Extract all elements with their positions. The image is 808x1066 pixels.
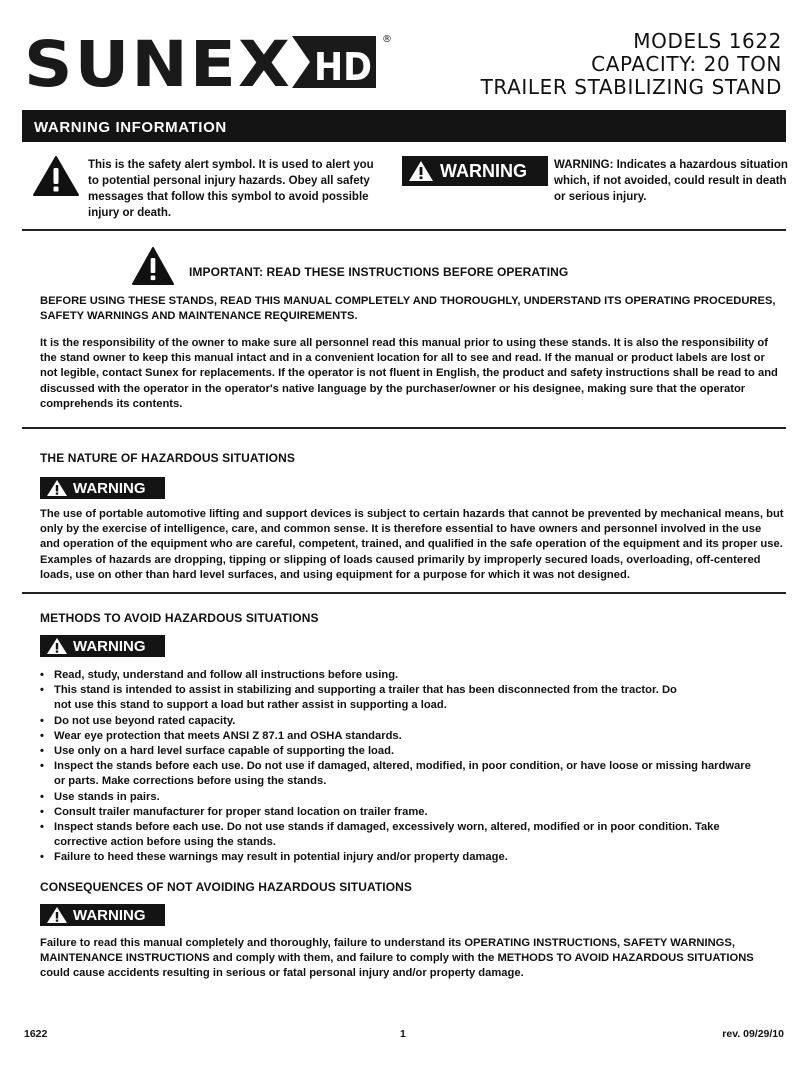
warning-information-banner: WARNING INFORMATION [22,110,786,142]
capacity: CAPACITY: 20 TON [591,52,782,76]
nature-warning-badge [40,477,165,499]
divider [22,427,786,429]
safety-alert-icon [32,155,80,197]
safety-alert-description: This is the safety alert symbol. It is used to alert you to potential personal injury hazards. Obey all safety messages that follow this symbol to avoid possible injury or death. [88,159,374,219]
logo-suffix: HD [314,45,372,89]
list-item: • Inspect the stands before each use. Do not use if damaged, altered, modified, in poor condition, or have loose or missing hardware or parts. Make corrections before using the stands. [40,759,760,789]
revision-date: rev. 09/29/10 [722,1028,784,1040]
model-info [481,30,782,99]
warning-triangle-icon [46,906,68,924]
divider [22,592,786,594]
list-item: • Inspect stands before each use. Do not use stands if damaged, excessively worn, altered, modified or in poor condition. Take corrective action before using the stands. [40,820,720,850]
list-item: • Use stands in pairs. [40,790,784,805]
consequences-heading: CONSEQUENCES OF NOT AVOIDING HAZARDOUS SITUATIONS [40,880,413,894]
owner-responsibility: It is the responsibility of the owner to make sure all personnel read this manual prior to using these stands. It is also the responsibility of the stand owner to keep this manual intact and in a convenient location for all to see and read. If the manual or product labels are lost or not legible, contact Sunex for replacements. If the operator is not fluent in English, the product and safety instructions shall be read to and discussed with the operator in the operator's native language by the purchaser/owner or his designee, making sure that the operator comprehends its contents. [40,337,778,410]
important-alert-icon [131,246,175,286]
methods-heading: METHODS TO AVOID HAZARDOUS SITUATIONS [40,611,319,625]
list-item: • Use only on a hard level surface capable of supporting the load. [40,744,784,759]
product-name: TRAILER STABILIZING STAND [480,75,782,99]
model-number: MODELS 1622 [633,29,782,53]
nature-text: The use of portable automotive lifting and support devices is subject to certain hazards that cannot be prevented by mechanical means, but only by the exercise of intelligence, care, and common sense. It is therefore essential to have owners and personnel involved in the use and operation of the equipment who are careful, competent, trained, and qualified in the safe operation of the equipment and its proper use. Examples of hazards are dropping, tipping or slipping of loads caused primarily by improperly secured loads, overloading, off-centered loads, use on other than hard level surfaces, and using equipment for a purpose for which it was not designed. [40,508,784,581]
consequences-warning-badge [40,904,165,926]
important-title: IMPORTANT: READ THESE INSTRUCTIONS BEFORE OPERATING [189,265,569,279]
registered-mark: ® [382,34,392,45]
consequences-text: Failure to read this manual completely and thoroughly, failure to understand its OPERATING INSTRUCTIONS, SAFETY WARNINGS, MAINTENANCE INSTRUCTIONS and comply with them, and failure to comply with the METHODS TO AVOID HAZARDOUS SITUATIONS could cause accidents resulting in serious or fatal personal injury and/or property damage. [40,937,754,980]
warning-triangle-icon [46,479,68,497]
warning-badge [402,156,548,186]
methods-list [40,668,784,866]
warning-badge-label: WARNING [73,906,146,924]
warning-definition: WARNING: Indicates a hazardous situation which, if not avoided, could result in death or serious injury. [554,159,788,203]
footer-model: 1622 [24,1028,48,1040]
list-item: • This stand is intended to assist in stabilizing and supporting a trailer that has been disconnected from the tractor. Do not use this stand to support a load but rather assist in supporting a load. [40,683,690,713]
warning-triangle-icon [408,160,434,182]
list-item: • Do not use beyond rated capacity. [40,714,784,729]
divider [22,229,786,231]
warning-badge-label: WARNING [440,160,527,181]
warning-triangle-icon [46,637,68,655]
logo-brand: SUNEX [24,30,292,94]
list-item: • Wear eye protection that meets ANSI Z 87.1 and OSHA standards. [40,729,784,744]
warning-badge-label: WARNING [73,479,146,497]
list-item: • Consult trailer manufacturer for proper stand location on trailer frame. [40,805,784,820]
important-intro: BEFORE USING THESE STANDS, READ THIS MANUAL COMPLETELY AND THOROUGHLY, UNDERSTAND ITS OPERATING PROCEDURES, SAFETY WARNINGS AND MAINTENANCE REQUIREMENTS. [40,295,776,323]
page-number: 1 [400,1028,406,1040]
list-item: • Failure to heed these warnings may result in potential injury and/or property damage. [40,850,784,865]
warning-badge-label: WARNING [73,637,146,655]
list-item: • Read, study, understand and follow all instructions before using. [40,668,784,683]
methods-warning-badge [40,635,165,657]
nature-heading: THE NATURE OF HAZARDOUS SITUATIONS [40,451,295,465]
sunex-hd-logo [24,30,396,94]
